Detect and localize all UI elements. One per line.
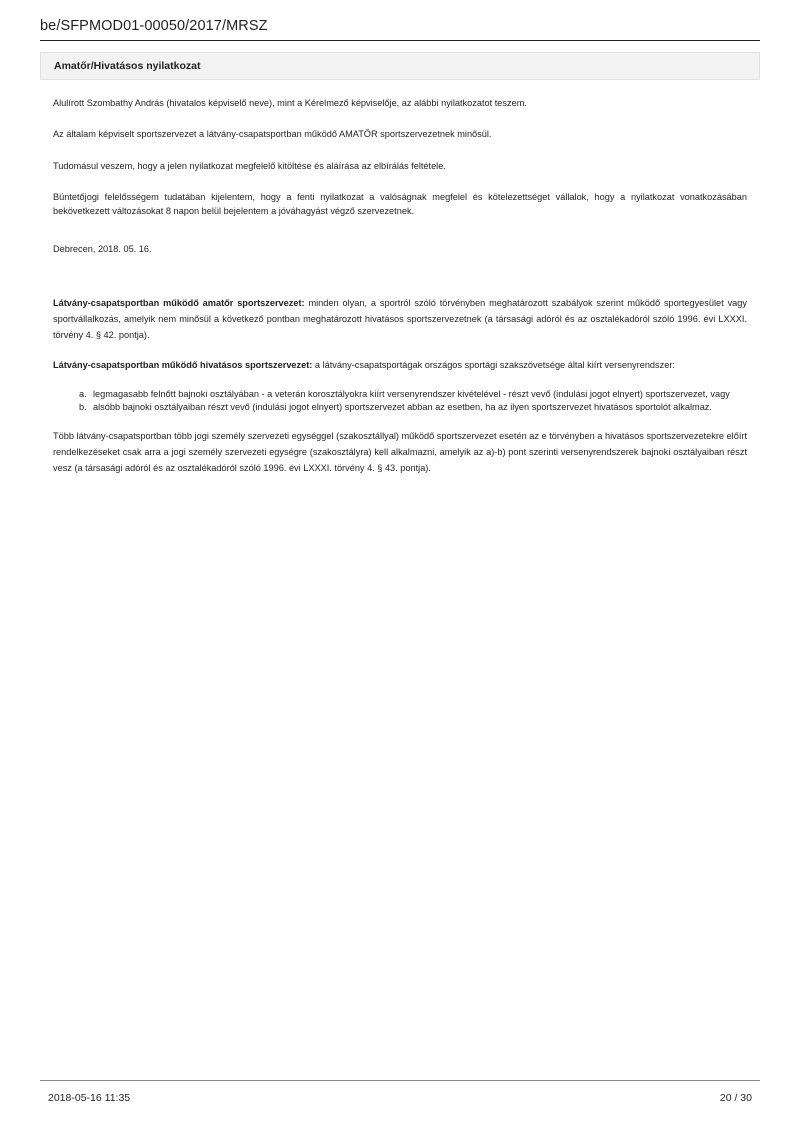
- document-id-header: be/SFPMOD01-00050/2017/MRSZ: [40, 18, 268, 34]
- declaration-paragraph-3: Tudomásul veszem, hogy a jelen nyilatkozat megfelelő kitöltése és aláírása az elbírálás feltétele.: [53, 160, 446, 171]
- page-footer: [40, 1090, 760, 1110]
- declaration-paragraph-4: Büntetőjogi felelősségem tudatában kijelentem, hogy a fenti nyilatkozat a valóságnak megfelel és kötelezettséget vállalok, hogy a nyilatkozat vonatkozásában bekövetkezett változásokat 8 napon belül bejelentem a jóváhagyást végző szervezetnek.: [53, 191, 747, 216]
- definition-closing: Több látvány-csapatsportban több jogi személy szervezeti egységgel (szakosztállyal) működő sportszervezet esetén az e törvényben a hivatásos sportszervezetekre előírt rendelkezéseket csak arra a jogi személy szervezeti egységre (szakosztályra) kell alkalmazni, amelyik az a)-b) pont szerinti versenyrendszerek bajnoki osztályaiban részt vesz (a társasági adóról és az osztalékadóról szóló 1996. évi LXXXI. törvény 4. § 43. pontja).: [53, 431, 747, 473]
- header-divider: [40, 40, 760, 41]
- declaration-paragraph-2: Az általam képviselt sportszervezet a látvány-csapatsportban működő AMATŐR sportszervezetnek minősül.: [53, 129, 492, 140]
- footer-timestamp: 2018-05-16 11:35: [48, 1092, 131, 1104]
- definition-amateur-text: minden olyan, a sportról szóló törvényben meghatározott szabályok szerint működő sportegyesület vagy sportvállalkozás, amelyik nem minősül a következő pontban meghatározott hivatásos sportszervezetnek (a társasági adóról és az osztalékadóról szóló 1996. évi LXXXI. törvény 4. § 42. pontja).: [53, 298, 747, 340]
- definition-professional: [53, 358, 747, 374]
- definition-professional-text: a látvány-csapatsportágak országos sportági szakszövetsége által kiírt versenyrendszer:: [312, 359, 675, 370]
- footer-page-number: 20 / 30: [719, 1092, 752, 1104]
- document-content: [40, 52, 760, 491]
- declaration-block: [40, 96, 760, 477]
- declaration-paragraph-1: Alulírott Szombathy András (hivatalos képviselő neve), mint a Kérelmező képviselője, az alábbi nyilatkozatot teszem.: [53, 98, 527, 108]
- list-item-text: alsóbb bajnoki osztályaiban részt vevő (indulási jogot elnyert) sportszervezet abban az esetben, ha az ilyen sportszervezet hivatásos sportolót alkalmaz.: [93, 402, 712, 413]
- section-title: Amatőr/Hivatásos nyilatkozat: [40, 52, 760, 80]
- professional-criteria-list: [53, 388, 747, 416]
- footer-divider: [40, 1080, 760, 1081]
- definition-amateur: [53, 296, 747, 343]
- list-item-marker: b.: [79, 402, 87, 413]
- definitions-block: [53, 296, 747, 476]
- list-item-text: legmagasabb felnőtt bajnoki osztályában - a veterán korosztályokra kiírt versenyrendszer kivételével - részt vevő (indulási jogot elnyert) sportszervezet, vagy: [93, 388, 730, 399]
- definition-professional-term: Látvány-csapatsportban működő hivatásos sportszervezet:: [53, 359, 313, 370]
- definition-amateur-term: Látvány-csapatsportban működő amatőr sportszervezet:: [53, 298, 305, 309]
- list-item-marker: a.: [79, 388, 87, 399]
- list-item: [79, 388, 747, 402]
- place-and-date: Debrecen, 2018. 05. 16.: [53, 244, 152, 255]
- list-item: [79, 401, 747, 415]
